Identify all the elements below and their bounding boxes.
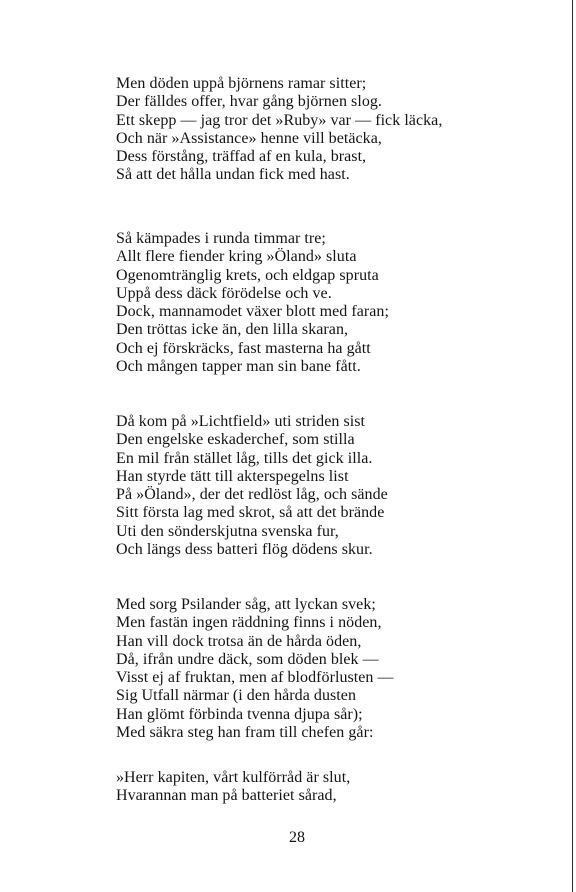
poem-line: Ett skepp — jag tror det »Ruby» var — fick läcka, bbox=[116, 111, 443, 129]
poem-line: På »Öland», der det redlöst låg, och sände bbox=[116, 486, 388, 504]
poem-line: Och längs dess batteri flög dödens skur. bbox=[116, 541, 373, 559]
poem-line: Sitt första lag med skrot, så att det brände bbox=[116, 504, 385, 522]
poem-line: Der fälldes offer, hvar gång björnen slog. bbox=[116, 93, 382, 111]
poem-line: Men döden uppå björnens ramar sitter; bbox=[116, 75, 367, 92]
poem-line: Allt flere fiender kring »Öland» sluta bbox=[116, 248, 357, 266]
page-edge-line bbox=[572, 0, 573, 892]
poem-line: »Herr kapiten, vårt kulförråd är slut, bbox=[116, 769, 351, 786]
poem-line: Och när »Assistance» henne vill betäcka, bbox=[116, 129, 382, 147]
poem-line: Han styrde tätt till akterspegelns list bbox=[116, 467, 349, 485]
poem-line: Så kämpades i runda timmar tre; bbox=[116, 230, 326, 247]
poem-line: Han vill dock trotsa än de hårda öden, bbox=[116, 632, 362, 650]
poem-line: Han glömt förbinda tvenna djupa sår); bbox=[116, 705, 363, 723]
poem-line: En mil från stället låg, tills det gick illa. bbox=[116, 449, 373, 467]
poem-line: Ogenomtränglig krets, och eldgap spruta bbox=[116, 266, 379, 284]
stanza-1 bbox=[116, 75, 556, 185]
poem-line: Den engelske eskaderchef, som stilla bbox=[116, 431, 355, 449]
poem-line: Då, ifrån undre däck, som döden blek — bbox=[116, 650, 379, 668]
poem-line: Med säkra steg han fram till chefen går: bbox=[116, 724, 374, 742]
poem-line: Då kom på »Lichtfield» uti striden sist bbox=[116, 413, 366, 430]
poem-line: Så att det hålla undan fick med hast. bbox=[116, 166, 350, 184]
poem-line: Visst ej af fruktan, men af blodförlusten — bbox=[116, 669, 394, 687]
stanza-2 bbox=[116, 230, 556, 376]
poem-line: Uti den sönderskjutna svenska fur, bbox=[116, 522, 339, 540]
poem-line: Och mången tapper man sin bane fått. bbox=[116, 358, 361, 376]
page-number: 28 bbox=[289, 829, 305, 846]
stanza-5 bbox=[116, 769, 556, 806]
stanza-3 bbox=[116, 413, 556, 559]
stanza-4 bbox=[116, 596, 556, 742]
poem-line: Men fastän ingen räddning finns i nöden, bbox=[116, 614, 382, 632]
poem-line: Den tröttas icke än, den lilla skaran, bbox=[116, 321, 349, 339]
poem-line: Dess förstång, träffad af en kula, brast, bbox=[116, 148, 367, 166]
poem-line: Dock, mannamodet växer blott med faran; bbox=[116, 303, 389, 321]
poem-line: Med sorg Psilander såg, att lyckan svek; bbox=[116, 596, 376, 613]
poem-line: Uppå dess däck förödelse och ve. bbox=[116, 284, 332, 302]
poem-line: Hvarannan man på batteriet sårad, bbox=[116, 787, 337, 805]
poem-line: Och ej förskräcks, fast masterna ha gått bbox=[116, 339, 371, 357]
poem-line: Sig Utfall närmar (i den hårda dusten bbox=[116, 687, 356, 705]
